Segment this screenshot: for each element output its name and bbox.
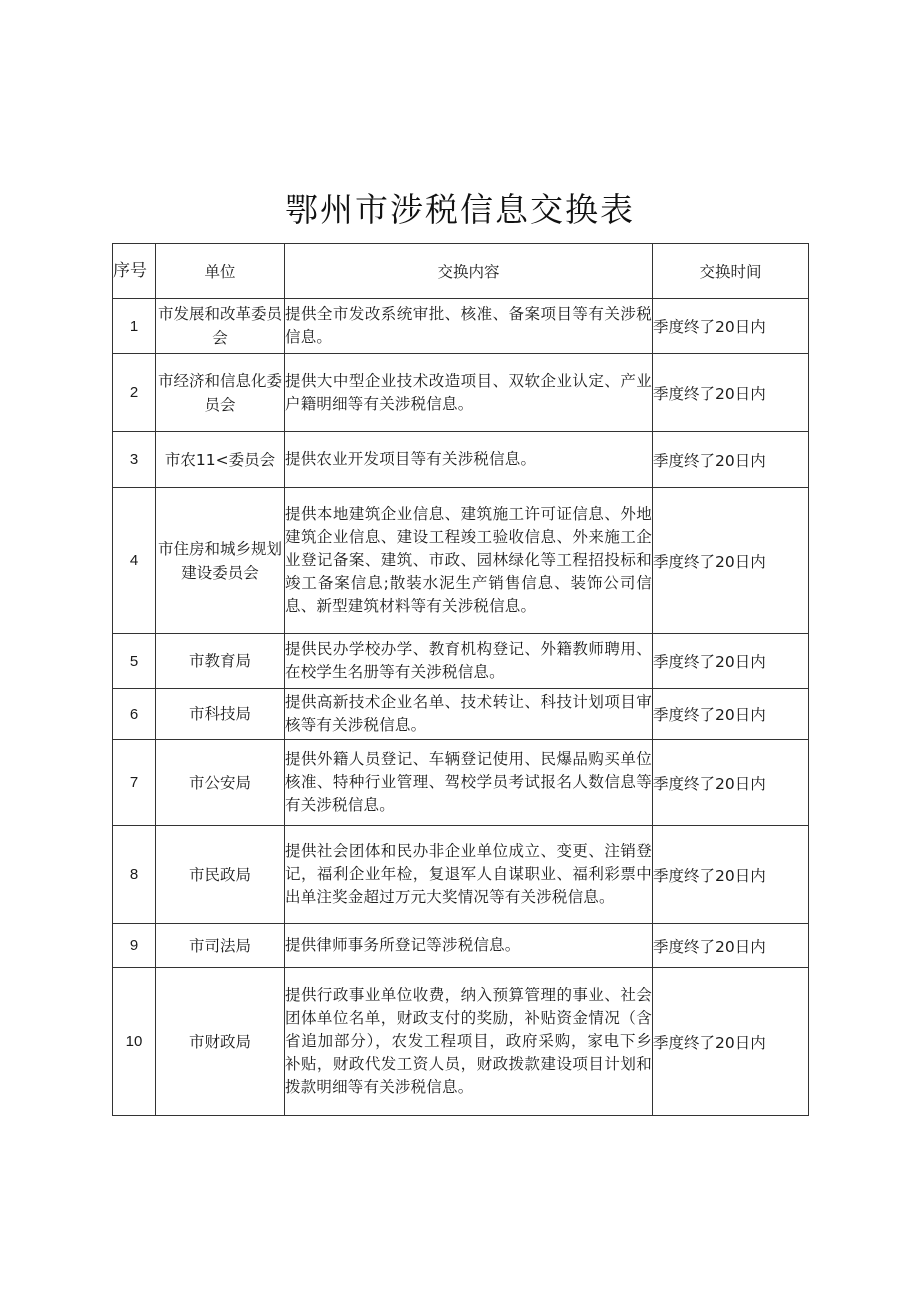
row-time: 季度终了20日内 xyxy=(653,924,809,968)
row-content: 提供律师事务所登记等涉税信息。 xyxy=(285,924,653,968)
table-row xyxy=(113,826,809,924)
row-unit: 市发展和改革委员会 xyxy=(156,299,285,354)
row-unit: 市教育局 xyxy=(156,634,285,689)
row-unit: 市公安局 xyxy=(156,740,285,826)
row-unit: 市住房和城乡规划建设委员会 xyxy=(156,488,285,634)
row-unit: 市司法局 xyxy=(156,924,285,968)
row-unit: 市经济和信息化委员会 xyxy=(156,354,285,432)
row-content: 提供行政事业单位收费，纳入预算管理的事业、社会团体单位名单，财政支付的奖励，补贴资金情况（含省追加部分），农发工程项目，政府采购，家电下乡补贴，财政代发工资人员，财政拨款建设项目计划和拨款明细等有关涉税信息。 xyxy=(285,968,653,1116)
row-time: 季度终了20日内 xyxy=(653,740,809,826)
row-time: 季度终了20日内 xyxy=(653,968,809,1116)
row-time: 季度终了20日内 xyxy=(653,488,809,634)
header-seq: 序号 xyxy=(113,244,156,299)
row-time: 季度终了20日内 xyxy=(653,826,809,924)
header-time: 交换时间 xyxy=(653,244,809,299)
row-seq: 7 xyxy=(113,740,156,826)
table-row xyxy=(113,299,809,354)
row-seq: 6 xyxy=(113,689,156,740)
table-row xyxy=(113,634,809,689)
row-seq: 9 xyxy=(113,924,156,968)
row-time: 季度终了20日内 xyxy=(653,354,809,432)
table-row xyxy=(113,924,809,968)
row-unit: 市民政局 xyxy=(156,826,285,924)
row-content: 提供外籍人员登记、车辆登记使用、民爆品购买单位核准、特种行业管理、驾校学员考试报名人数信息等有关涉税信息。 xyxy=(285,740,653,826)
row-seq: 4 xyxy=(113,488,156,634)
row-time: 季度终了20日内 xyxy=(653,299,809,354)
row-unit: 市农11<委员会 xyxy=(156,432,285,488)
row-seq: 1 xyxy=(113,299,156,354)
row-time: 季度终了20日内 xyxy=(653,689,809,740)
header-unit: 单位 xyxy=(156,244,285,299)
document-title: 鄂州市涉税信息交换表 xyxy=(285,190,635,229)
row-content: 提供全市发改系统审批、核准、备案项目等有关涉税信息。 xyxy=(285,299,653,354)
row-unit: 市科技局 xyxy=(156,689,285,740)
row-content: 提供大中型企业技术改造项目、双软企业认定、产业户籍明细等有关涉税信息。 xyxy=(285,354,653,432)
row-content: 提供民办学校办学、教育机构登记、外籍教师聘用、在校学生名册等有关涉税信息。 xyxy=(285,634,653,689)
row-unit: 市财政局 xyxy=(156,968,285,1116)
row-seq: 3 xyxy=(113,432,156,488)
row-content: 提供社会团体和民办非企业单位成立、变更、注销登记，福利企业年检，复退军人自谋职业、福利彩票中出单注奖金超过万元大奖情况等有关涉税信息。 xyxy=(285,826,653,924)
table-row xyxy=(113,432,809,488)
row-time: 季度终了20日内 xyxy=(653,432,809,488)
table-row xyxy=(113,689,809,740)
row-seq: 8 xyxy=(113,826,156,924)
row-seq: 2 xyxy=(113,354,156,432)
header-content: 交换内容 xyxy=(285,244,653,299)
row-seq: 5 xyxy=(113,634,156,689)
table-row xyxy=(113,488,809,634)
row-content: 提供农业开发项目等有关涉税信息。 xyxy=(285,432,653,488)
table-header-row xyxy=(113,244,809,299)
row-content: 提供高新技术企业名单、技术转让、科技计划项目审核等有关涉税信息。 xyxy=(285,689,653,740)
tax-info-table xyxy=(112,243,809,1116)
table-row xyxy=(113,740,809,826)
row-seq: 10 xyxy=(113,968,156,1116)
table-row xyxy=(113,968,809,1116)
row-content: 提供本地建筑企业信息、建筑施工许可证信息、外地建筑企业信息、建设工程竣工验收信息、外来施工企业登记备案、建筑、市政、园林绿化等工程招投标和竣工备案信息;散装水泥生产销售信息、装饰公司信息、新型建筑材料等有关涉税信息。 xyxy=(285,488,653,634)
table-row xyxy=(113,354,809,432)
row-time: 季度终了20日内 xyxy=(653,634,809,689)
